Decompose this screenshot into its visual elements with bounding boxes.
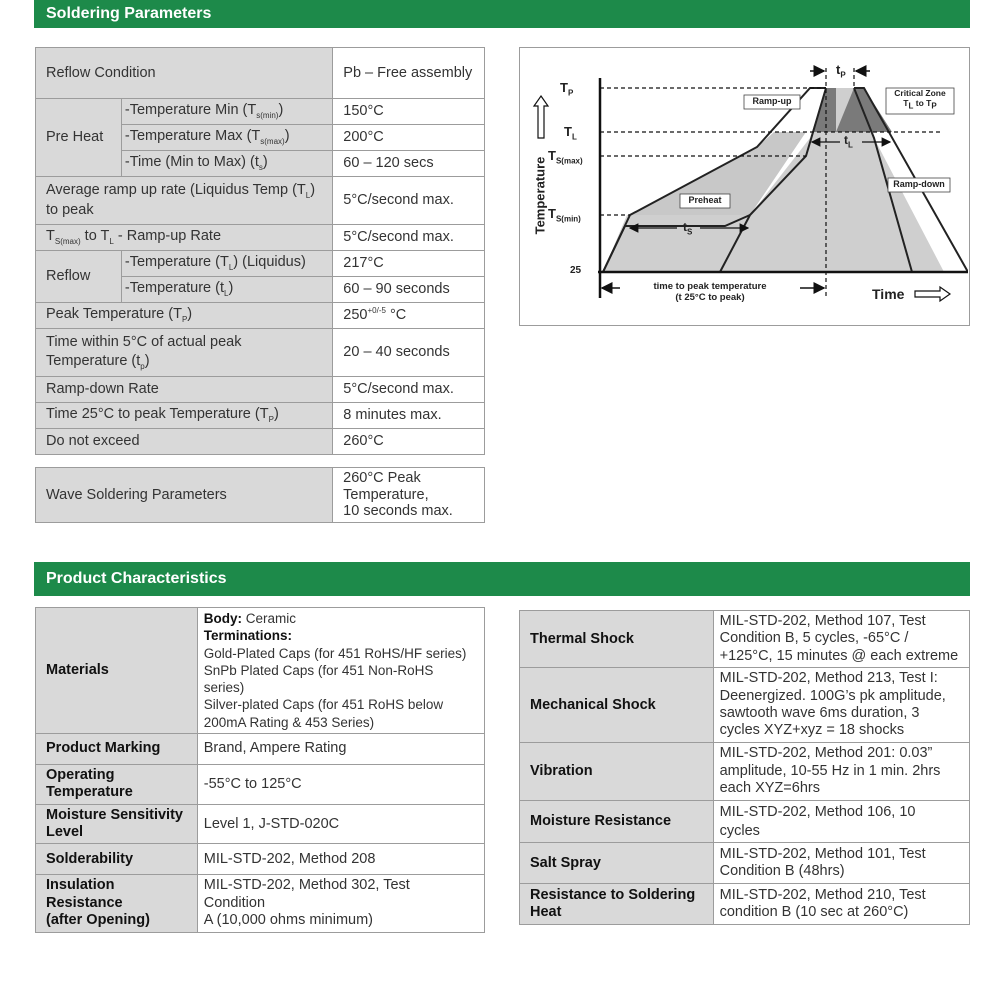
- param-value: $250^{+0/-5}$ °C: [333, 303, 485, 329]
- product-characteristics-header: [34, 562, 970, 596]
- param-label: Wave Soldering Parameters: [36, 468, 333, 523]
- tsmin-label: $T_{S(min)}$: [548, 206, 581, 224]
- table-row: [36, 48, 485, 99]
- table-row: [520, 800, 970, 843]
- table-row: [520, 843, 970, 884]
- param-label: -Temperature Min $(T_{s(min)})$: [121, 99, 332, 125]
- char-value: Brand, Ampere Rating: [197, 733, 484, 764]
- char-value: MIL-STD-202, Method 201: 0.03” amplitude, 10-55 Hz in 1 min. 2hrs each XYZ=6hrs: [713, 742, 969, 800]
- param-label: Reflow Condition: [36, 48, 333, 99]
- param-label: Do not exceed: [36, 429, 333, 455]
- x-axis-label: Time: [872, 286, 905, 302]
- char-label: Operating Temperature: [36, 764, 198, 804]
- table-row: [36, 733, 485, 764]
- ts-arrow-label: $t_S$: [683, 220, 693, 237]
- param-label: -Temperature $(T_L)$ (Liquidus): [121, 251, 332, 277]
- param-label: Time within 5°C of actual peak Temperature $(t_p)$: [36, 329, 333, 377]
- param-value: 5°C/second max.: [333, 225, 485, 251]
- char-value: MIL-STD-202, Method 101, Test Condition B (48hrs): [713, 843, 969, 884]
- product-characteristics-right-table: [519, 610, 970, 925]
- param-value: 5°C/second max.: [333, 377, 485, 403]
- char-label: Moisture Sensitivity Level: [36, 804, 198, 844]
- table-row: [36, 804, 485, 844]
- table-row: [36, 429, 485, 455]
- char-label: Mechanical Shock: [520, 668, 714, 743]
- table-row: [36, 468, 485, 523]
- char-label: Solderability: [36, 844, 198, 875]
- table-row: [36, 377, 485, 403]
- table-row: [520, 884, 970, 925]
- char-value: MIL-STD-202, Method 302, Test Condition A (10,000 ohms minimum): [197, 875, 484, 932]
- y-axis-label: Temperature: [532, 156, 548, 235]
- char-label: Product Marking: [36, 733, 198, 764]
- table-row: [36, 329, 485, 377]
- char-label: Resistance to Soldering Heat: [520, 884, 714, 925]
- param-value: 260°C Peak Temperature, 10 seconds max.: [333, 468, 485, 523]
- char-label: Insulation Resistance (after Opening): [36, 875, 198, 932]
- param-value: 217°C: [333, 251, 485, 277]
- table-row: [36, 844, 485, 875]
- char-value: MIL-STD-202, Method 210, Test condition B (10 sec at 260°C): [713, 884, 969, 925]
- section-title: Product Characteristics: [46, 570, 227, 587]
- preheat-label: Pre Heat: [36, 99, 122, 177]
- param-label: -Temperature Max $(T_{s(max)})$: [121, 125, 332, 151]
- soldering-parameters-table: [35, 47, 485, 455]
- table-row: [36, 403, 485, 429]
- critical-zone-label: Critical Zone $T_L$ to $T_P$: [894, 88, 946, 111]
- tp-label: $T_P$: [560, 80, 574, 98]
- char-value: Level 1, J-STD-020C: [197, 804, 484, 844]
- tl-arrow-label: $t_L$: [844, 133, 853, 150]
- char-value: MIL-STD-202, Method 106, 10 cycles: [713, 800, 969, 843]
- param-value: 150°C: [333, 99, 485, 125]
- param-label: Peak Temperature $(T_P)$: [36, 303, 333, 329]
- param-value: 8 minutes max.: [333, 403, 485, 429]
- ramp-down-label: Ramp-down: [893, 179, 945, 189]
- soldering-parameters-header: [34, 0, 970, 28]
- tsmax-label: $T_{S(max)}$: [548, 148, 583, 166]
- char-value: MIL-STD-202, Method 208: [197, 844, 484, 875]
- wave-soldering-table: [35, 467, 485, 523]
- table-row: [36, 875, 485, 932]
- reflow-label: Reflow: [36, 251, 122, 303]
- char-value: -55°C to 125°C: [197, 764, 484, 804]
- table-row: [36, 251, 485, 277]
- param-value: 260°C: [333, 429, 485, 455]
- tl-label: $T_L$: [564, 124, 577, 142]
- y25-label: 25: [570, 265, 582, 276]
- table-row: [36, 303, 485, 329]
- table-row: [36, 764, 485, 804]
- char-value: MIL-STD-202, Method 213, Test I: Deenergized. 100G’s pk amplitude, sawtooth wave 6ms duration, 3 cycles XYZ+xyz = 18 shocks: [713, 668, 969, 743]
- char-label: Thermal Shock: [520, 611, 714, 668]
- param-label: $T_{S(max)}$ to $T_L$ - Ramp-up Rate: [36, 225, 333, 251]
- table-row: [36, 177, 485, 225]
- param-label: Average ramp up rate (Liquidus Temp $(T_L)$ to peak: [36, 177, 333, 225]
- table-row: [36, 608, 485, 734]
- char-label: Materials: [36, 608, 198, 734]
- char-label: Salt Spray: [520, 843, 714, 884]
- x-axis-arrow: [915, 287, 950, 301]
- time-to-peak-label: time to peak temperature (t 25°C to peak): [653, 281, 767, 304]
- param-value: 60 – 90 seconds: [333, 277, 485, 303]
- param-value: 20 – 40 seconds: [333, 329, 485, 377]
- char-label: Moisture Resistance: [520, 800, 714, 843]
- char-label: Vibration: [520, 742, 714, 800]
- table-row: [520, 742, 970, 800]
- char-value: MIL-STD-202, Method 107, Test Condition B, 5 cycles, -65°C / +125°C, 15 minutes @ each extreme: [713, 611, 969, 668]
- param-value: 200°C: [333, 125, 485, 151]
- table-row: [36, 225, 485, 251]
- param-value: 60 – 120 secs: [333, 151, 485, 177]
- table-row: [520, 668, 970, 743]
- reflow-profile-diagram: [519, 47, 970, 326]
- table-row: [36, 99, 485, 125]
- param-label: -Time (Min to Max) $(t_s)$: [121, 151, 332, 177]
- param-value: Pb – Free assembly: [333, 48, 485, 99]
- param-label: -Temperature $(t_L)$: [121, 277, 332, 303]
- y-axis-arrow: [534, 96, 548, 138]
- param-label: Ramp-down Rate: [36, 377, 333, 403]
- char-value: Body: Ceramic Terminations: Gold-Plated Caps (for 451 RoHS/HF series) SnPb Plated Caps (for 451 Non-RoHS series) Silver-plated Caps (for 451 RoHS below 200mA Rating & 453 Series): [197, 608, 484, 734]
- table-row: [520, 611, 970, 668]
- ramp-up-label: Ramp-up: [752, 96, 792, 106]
- product-characteristics-left-table: [35, 607, 485, 933]
- preheat-label: Preheat: [688, 195, 722, 205]
- param-value: 5°C/second max.: [333, 177, 485, 225]
- tp-time-label: $t_P$: [836, 62, 846, 80]
- param-label: Time 25°C to peak Temperature $(T_P)$: [36, 403, 333, 429]
- section-title: Soldering Parameters: [46, 5, 212, 22]
